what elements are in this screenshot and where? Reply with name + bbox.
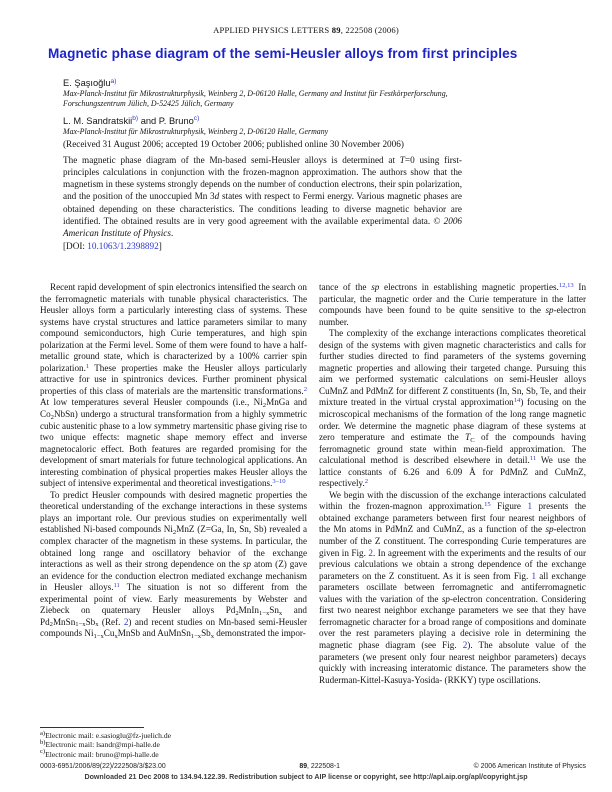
citation-superscript-link[interactable]: 12,13 — [558, 282, 574, 289]
citation-superscript-link[interactable]: 3–10 — [272, 478, 286, 486]
inline-reference-link[interactable]: 1 — [527, 501, 532, 512]
inline-reference-link[interactable]: 2 — [123, 616, 129, 627]
right-column — [319, 282, 586, 759]
citation-superscript-link[interactable]: 2 — [303, 385, 307, 393]
inline-reference-link[interactable]: 2 — [368, 547, 373, 558]
left-column — [40, 282, 307, 759]
citation-superscript-link[interactable]: 14 — [513, 397, 521, 405]
received-line: (Received 31 August 2006; accepted 19 October 2006; published online 30 November 2006) — [63, 139, 404, 149]
citation-superscript-link[interactable]: a) — [110, 77, 117, 85]
download-watermark: Downloaded 21 Dec 2008 to 134.94.122.39. Redistribution subject to AIP license or copyright, see http://apl.aip.org/apl/copyright.jsp — [84, 773, 528, 781]
journal-header: APPLIED PHYSICS LETTERS 89, 222508 (2006) — [213, 25, 399, 35]
footnote-email-b: $^{b)}$Electronic mail: lsandr@mpi-halle.de — [40, 739, 160, 750]
inline-reference-link[interactable]: 10.1063/1.2398892 — [87, 241, 159, 252]
citation-superscript-link[interactable]: 1 — [85, 362, 90, 370]
citation-superscript-link[interactable]: b) — [132, 115, 139, 123]
citation-superscript-link[interactable]: 11 — [113, 582, 120, 590]
footer-issn-code: 0003-6951/2006/89(22)/222508/3/$23.00 — [40, 763, 166, 770]
inline-reference-link[interactable]: 2 — [462, 639, 468, 650]
paper-title: Magnetic phase diagram of the semi-Heusler alloys from first principles — [48, 46, 518, 61]
author-name-1: E. Şaşıoğlu$^{a)}$ — [63, 77, 117, 88]
body-paragraph: Recent rapid development of spin electronics intensified the search on the ferromagnetic materials with tunable physical characteristics. The Heusler alloys form a particularly interesting class of systems. These systems have crystal structures and lattice parameters similar to many compound semiconductors, high Curie temperatures, and high spin polarization at the Fermi level. Some of them were found to have a half-metallic ground state, which is characterized by a 100% carrier spin polarization.$^1$ These properties make the Heusler alloys particularly attractive for use in spintronics devices. Further prominent physical properties of this class of materials are the martensitic transformations.$^2$ At low temperatures several Heusler compounds (i.e., $Ni_2MnGa$ and $Co_2NbSn$) undergo a structural transformation from a highly symmetric cubic austenitic phase to a low symmetry martensitic phase giving rise to two unique effects: magnetic shape memory effect and inverse magnetocaloric effect. Both features are regarded promising for the development of smart materials for future technological applications. An interesting combination of physical properties makes Heusler alloys the subject of intensive experimental and theoretical investigations.$^{3-10}$ — [40, 282, 307, 489]
footer-page-number: 89, 222508-1 — [299, 763, 340, 770]
footnote-divider — [40, 727, 144, 728]
body-paragraph: We begin with the discussion of the exchange interactions calculated within the frozen-magnon approximation.$^{15}$ Figure 1 presents the obtained exchange parameters between first four nearest neighbors of the Mn atoms in PdMnZ and CuMnZ, as a function of the sp-electron number of the Z constituent. The corresponding Curie temperatures are given in Fig. 2. In agreement with the experiments and the results of our previous calculations we obtain a strong dependence of the exchange parameters on the Z constituent. As it is seen from Fig. 1 all exchange parameters oscillate between ferromagnetic and antiferromagnetic values with the variation of the sp-electron concentration. Considering first two nearest neighbor exchange parameters we see that they have ferromagnetic character for a broad range of compositions and dominate over the rest parameters playing a decisive role in determining the magnetic phase diagram (see Fig. 2). The absolute value of the parameters (we present only four nearest neighbor parameters) decays quickly with increasing interatomic distance. The parameters show the Ruderman-Kittel-Kasuya-Yosida- (RKKY) type oscillations. — [319, 489, 586, 685]
body-paragraph: To predict Heusler compounds with desired magnetic properties the theoretical understanding of the exchange interactions in these systems plays an important role. Our previous studies on experimentally well established Ni-based compounds $Ni_2MnZ$ (Z=Ga, In, Sn, Sb) revealed a complex character of the magnetism in these systems. In particular, the obtained long range and oscillatory behavior of the exchange interactions as well as their strong dependence on the sp atom (Z) gave an evidence for the conduction electron mediated exchange mechanism in Heusler alloys.$^{11}$ The situation is not so different from the experimental point of view. Early measurements by Webster and Ziebeck on quaternary Heusler alloys $Pd_2MnIn_{1-x}Sn_x$ and $Pd_2MnSn_{1-x}Sb_x$ (Ref. 2) and recent studies on Mn-based semi-Heusler compounds $Ni_{1-x}Cu_xMnSb$ and $AuMnSn_{1-x}Sb_x$ demonstrated the impor- — [40, 489, 307, 640]
footer — [40, 763, 586, 770]
body-columns — [40, 282, 586, 759]
inline-reference-link[interactable]: 1 — [531, 570, 537, 581]
author-name-2: L. M. Sandratskii$^{b)}$ and P. Bruno$^{c)}$ — [63, 115, 200, 126]
body-paragraph: tance of the sp electrons in establishing magnetic properties.$^{12,13}$ In particular, the magnetic order and the Curie temperature in the latter compounds have been found to be quite sensitive to the sp-electron number. — [319, 282, 586, 327]
doi-line: [DOI: 10.1063/1.2398892] — [63, 241, 162, 252]
author-block — [63, 71, 503, 136]
footnote-email-c: $^{c)}$Electronic mail: bruno@mpi-halle.de — [40, 748, 159, 759]
footnotes-block — [40, 727, 307, 759]
author-affiliation-2: Max-Planck-Institut für Mikrostrukturphysik, Weinberg 2, D-06120 Halle, Germany — [63, 126, 329, 136]
footer-copyright: © 2006 American Institute of Physics — [473, 763, 586, 770]
citation-superscript-link[interactable]: c) — [193, 115, 200, 123]
body-paragraph: The complexity of the exchange interactions complicates theoretical design of the systems with given magnetic characteristics and calls for further studies directed to find parameters of the systems governing magnetic properties and allowing their targeted change. Pursuing this aim we performed systematic calculations on semi-Heusler alloys CuMnZ and PdMnZ for different Z constituents (In, Sn, Sb, Te, and their mixture treated in the virtual crystal approximation$^{14}$) focusing on the microscopical mechanisms of the formation of the long range magnetic order. We determine the magnetic phase diagram of these systems at zero temperature and estimate the $T_C$ of the compounds having ferromagnetic ground state within mean-field approximation. The calculational method is described elsewhere in detail.$^{11}$ We use the lattice constants of 6.26 and 6.09 Å for PdMnZ and CuMnZ, respectively.$^2$ — [319, 328, 586, 489]
footnote-email-a: $^{a)}$Electronic mail: e.sasioglu@fz-juelich.de — [40, 729, 172, 740]
author-affiliation-1: Max-Planck-Institut für Mikrostrukturphysik, Weinberg 2, D-06120 Halle, Germany and Institut für Festkörperforschung, Forschungszentrum Jülich, D-52425 Jülich, Germany — [63, 89, 448, 108]
abstract-block — [63, 154, 462, 252]
citation-superscript-link[interactable]: 2 — [364, 478, 369, 486]
abstract-text: The magnetic phase diagram of the Mn-based semi-Heusler alloys is determined at T=0 using first-principles calculations in conjunction with the frozen-magnon approximation. The authors show that the magnetism in these systems strongly depends on the number of conduction electrons, their spin polarization, and the position of the unoccupied Mn 3d states with respect to Fermi energy. Various magnetic phases are obtained depending on these characteristics. The conditions leading to diverse magnetic behavior are identified. The obtained results are in very good agreement with the available experimental data. © 2006 American Institute of Physics. — [63, 155, 463, 238]
citation-superscript-link[interactable]: 11 — [529, 455, 537, 463]
citation-superscript-link[interactable]: 15 — [484, 501, 491, 509]
